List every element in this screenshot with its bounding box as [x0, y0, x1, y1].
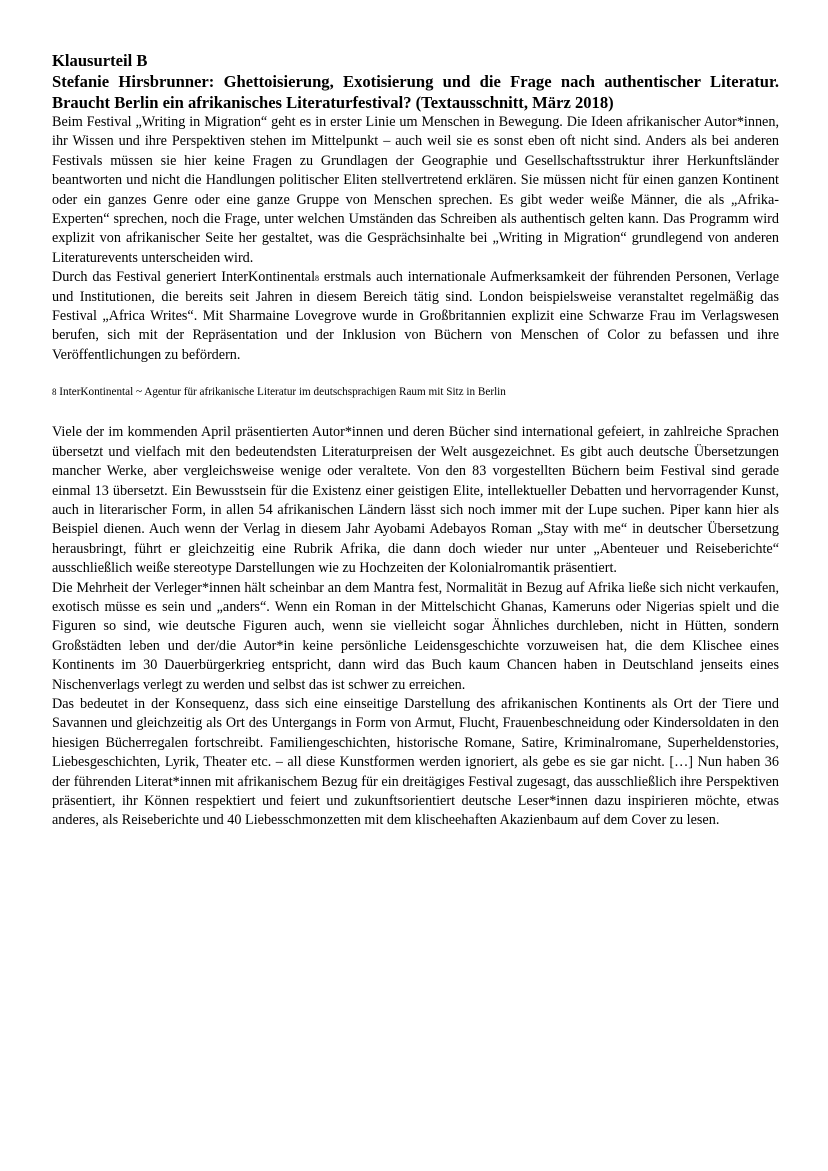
footnote-text: InterKontinental ~ Agentur für afrikanische Literatur im deutschsprachigen Raum mit Sitz in Berlin	[56, 386, 506, 399]
paragraph-1: Beim Festival „Writing in Migration“ geht es in erster Linie um Menschen in Bewegung. Die Ideen afrikanischer Autor*innen, ihr Wissen und ihre Perspektiven stehen im Mittelpunkt – auch weil sie es sonst eben oft nicht sind. Anders als bei anderen Festivals müssen sie hier keine Fragen zu Grundlagen der Geographie und Gesellschaftsstruktur ihrer Herkunftsländer beantworten und nicht die Handlungen politischer Eliten stellvertretend erklären. Sie müssen nicht für einen ganzen Kontinent oder ein ganzes Genre oder eine ganze Gruppe von Menschen sprechen. Es gibt weder weiße Männer, die als „Afrika-Experten“ sprechen, noch die Frage, unter welchen Umständen das Schreiben als authentisch gelten kann. Das Programm wird explizit von afrikanischer Seite her gestaltet, was die Gesprächsinhalte bei „Writing in Migration“ grundlegend von anderen Literaturevents unterscheiden wird.	[52, 114, 779, 266]
paragraph-2	[52, 268, 779, 365]
paragraph-4: Die Mehrheit der Verleger*innen hält scheinbar an dem Mantra fest, Normalität in Bezug auf Afrika ließe sich nicht verkaufen, exotisch müsse es sein und „anders“. Wenn ein Roman in der Mittelschicht Ghanas, Kameruns oder Nigerias spielt und die Figuren so sind, wie deutsche Figuren auch, wenn sie vielleicht sogar Ähnliches durchleben, nicht in Hütten, sondern Großstädten leben und der/die Autor*in keine persönliche Leidensgeschichte vorzuweisen hat, die dem Klischee eines Kontinents im 30 Dauerbürgerkrieg entspricht, dann wird das Buch kaum Chancen haben in Deutschland jenseits eines Nischenverlags verlegt zu werden und selbst das ist schwer zu erreichen.	[52, 579, 779, 693]
document-title: Stefanie Hirsbrunner: Ghettoisierung, Exotisierung und die Frage nach authentischer Literatur. Braucht Berlin ein afrikanisches Literaturfestival? (Textausschnitt, März 2018)	[52, 72, 779, 112]
paragraph-2-rest: erstmals auch internationale Aufmerksamkeit der führenden Personen, Verlage und Institutionen, die bereits seit Jahren in diesem Bereich tätig sind. London beispielsweise veranstaltet regelmäßig das Festival „Africa Writes“. Mit Sharmaine Lovegrove wurde in Großbritannien explizit eine Schwarze Frau im Verlagswesen berufen, sich mit der Repräsentation und der Inklusion von Büchern von Menschen of Color zu befassen und ihre Veröffentlichungen zu befördern.	[52, 269, 780, 363]
footnote-reference: 8	[315, 274, 320, 284]
paragraph-5: Das bedeutet in der Konsequenz, dass sich eine einseitige Darstellung des afrikanischen Kontinents als Ort der Tiere und Savannen und gleichzeitig als Ort des Untergangs in Form von Armut, Flucht, Frauenbeschneidung oder Kindersoldaten in den hiesigen Bücherregalen fortschreibt. Familiengeschichten, historische Romane, Satire, Kriminalromane, Superheldenstories, Liebesgeschichten, Lyrik, Theater etc. – all diese Kunstformen werden ignoriert, als gebe es sie gar nicht. […] Nun haben 36 der führenden Literat*innen mit afrikanischem Bezug für ein dreitägiges Festival zugesagt, das ausschließlich ihre Perspektiven präsentiert, ihr Können respektiert und feiert und zukunftsorientiert deutsche Leser*innen dazu inspirieren möchte, etwas anderes, als Reiseberichte und 40 Liebesschmonzetten mit dem klischeehaften Akazienbaum auf dem Cover zu lesen.	[52, 695, 779, 829]
document-page	[52, 50, 779, 831]
footnote	[52, 385, 779, 399]
paragraph-3: Viele der im kommenden April präsentierten Autor*innen und deren Bücher sind international gefeiert, in zahlreiche Sprachen übersetzt und vielfach mit den bedeutendsten Literaturpreisen der Welt ausgezeichnet. Es gibt auch deutsche Übersetzungen mancher Werke, aber vergleichsweise wenige oder veraltete. Von den 83 vorgestellten Büchern beim Festival sind gerade einmal 13 übersetzt. Ein Bewusstsein für die Existenz einer geistigen Elite, intellektueller Debatten und hervorragender Kunst, auch in literarischer Form, in allen 54 afrikanischen Ländern lässt sich noch immer mit der Lupe suchen. Piper kann hier als Beispiel dienen. Auch wenn der Verlag in diesem Jahr Ayobami Adebayos Roman „Stay with me“ in deutscher Übersetzung herausbringt, führt er gleichzeitig eine Rubrik Afrika, die dann doch wieder nur unter „Abenteuer und Reiseberichte“ ausschließlich weiße stereotype Darstellungen wie zu Hochzeiten der Kolonialromantik präsentiert.	[52, 424, 779, 577]
section-label: Klausurteil B	[52, 51, 148, 70]
spacer	[52, 399, 779, 423]
paragraph-2-start: Durch das Festival generiert InterKontinental	[52, 269, 316, 286]
footnote-marker: 8	[52, 387, 57, 398]
